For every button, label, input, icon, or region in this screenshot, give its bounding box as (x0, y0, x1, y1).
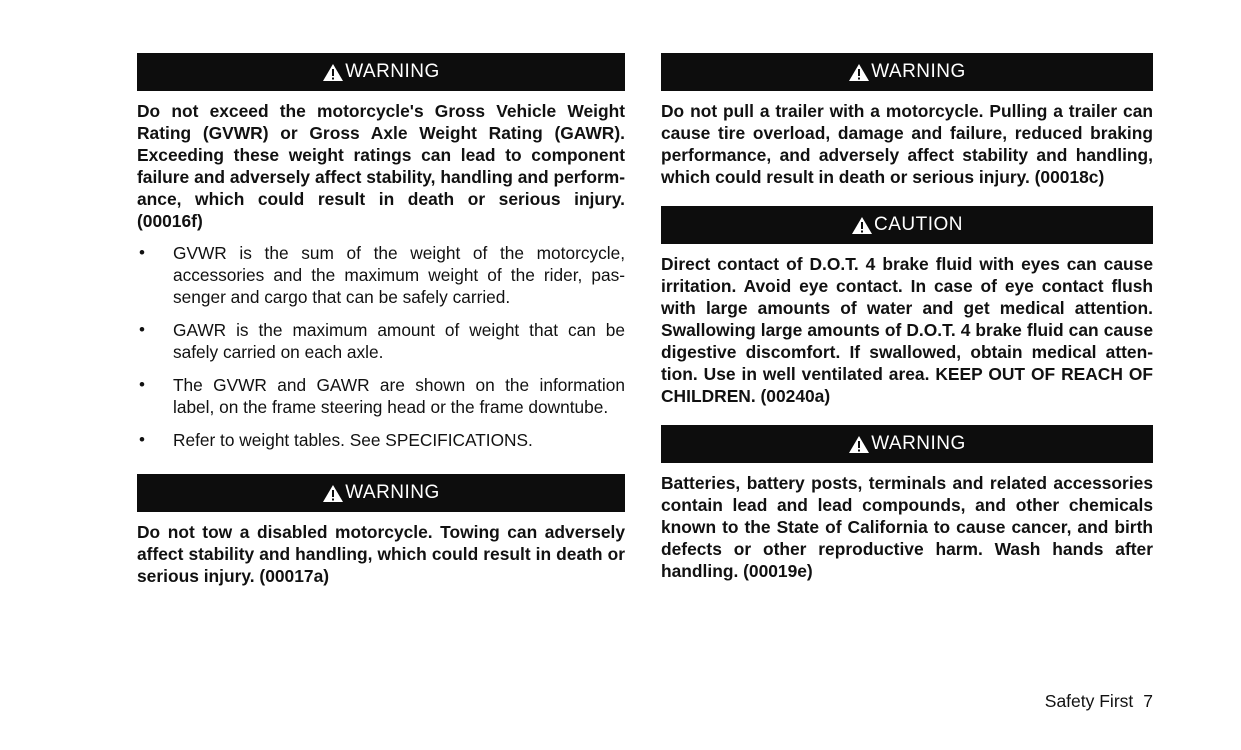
list-item: • The GVWR and GAWR are shown on the information label, on the frame steering head or the frame downtube. (139, 375, 625, 417)
list-item: • GAWR is the maximum amount of weight that can be safely carried on each axle. (139, 320, 625, 362)
caution-banner (661, 206, 1153, 244)
warning-text: Do not tow a disabled motorcycle. Towing can adversely affect stability and handling, which could result in death or serious injury. (00017a) (137, 522, 625, 586)
warning-banner (137, 474, 625, 512)
page-footer (1045, 691, 1153, 712)
right-column (661, 53, 1153, 582)
warning-triangle-icon (851, 216, 873, 235)
left-column (137, 53, 625, 587)
warning-triangle-icon (322, 63, 344, 82)
page-number: 7 (1143, 691, 1153, 711)
warning-text: Do not exceed the motorcycle's Gross Vehicle Weight Rating (GVWR) or Gross Axle Weight Rating (GAWR). Exceeding these weight ratings can lead to component failure and adversely affect stability, handling and perform-ance, which could result in death or serious injury. (00016f) (137, 101, 625, 231)
bullet-list (137, 242, 625, 451)
bullet-icon: • (139, 375, 145, 394)
list-item: • GVWR is the sum of the weight of the motorcycle, accessories and the maximum weight of the rider, pas-senger and cargo that can be safely carried. (139, 243, 625, 307)
bullet-icon: • (139, 243, 145, 262)
list-item: • Refer to weight tables. See SPECIFICATIONS. (139, 430, 533, 450)
warning-triangle-icon (322, 484, 344, 503)
warning-text: Batteries, battery posts, terminals and related accessories contain lead and lead compounds, and other chemicals known to the State of California to cause cancer, and birth defects or other reproductive harm. Wash hands after handling. (00019e) (661, 473, 1153, 581)
banner-label: WARNING (871, 61, 966, 82)
warning-banner (661, 425, 1153, 463)
warning-triangle-icon (848, 435, 870, 454)
warning-banner (661, 53, 1153, 91)
warning-banner (137, 53, 625, 91)
bullet-icon: • (139, 430, 145, 449)
banner-label: WARNING (345, 482, 440, 503)
warning-text: Do not pull a trailer with a motorcycle. Pulling a trailer can cause tire overload, damage and failure, reduced braking performance, and adversely affect stability and handling, which could result in death or serious injury. (00018c) (661, 101, 1153, 187)
warning-triangle-icon (848, 63, 870, 82)
caution-text: Direct contact of D.O.T. 4 brake fluid with eyes can cause irritation. Avoid eye contact. In case of eye contact flush with large amounts of water and get medical attention. Swallowing large amounts of D.O.T. 4 brake fluid can cause digestive discomfort. If swallowed, obtain medical atten-tion. Use in well ventilated area. KEEP OUT OF REACH OF CHILDREN. (00240a) (661, 254, 1153, 406)
banner-label: WARNING (871, 433, 966, 454)
section-title: Safety First (1044, 691, 1134, 711)
bullet-icon: • (139, 320, 145, 339)
banner-label: WARNING (345, 61, 440, 82)
banner-label: CAUTION (874, 214, 963, 235)
